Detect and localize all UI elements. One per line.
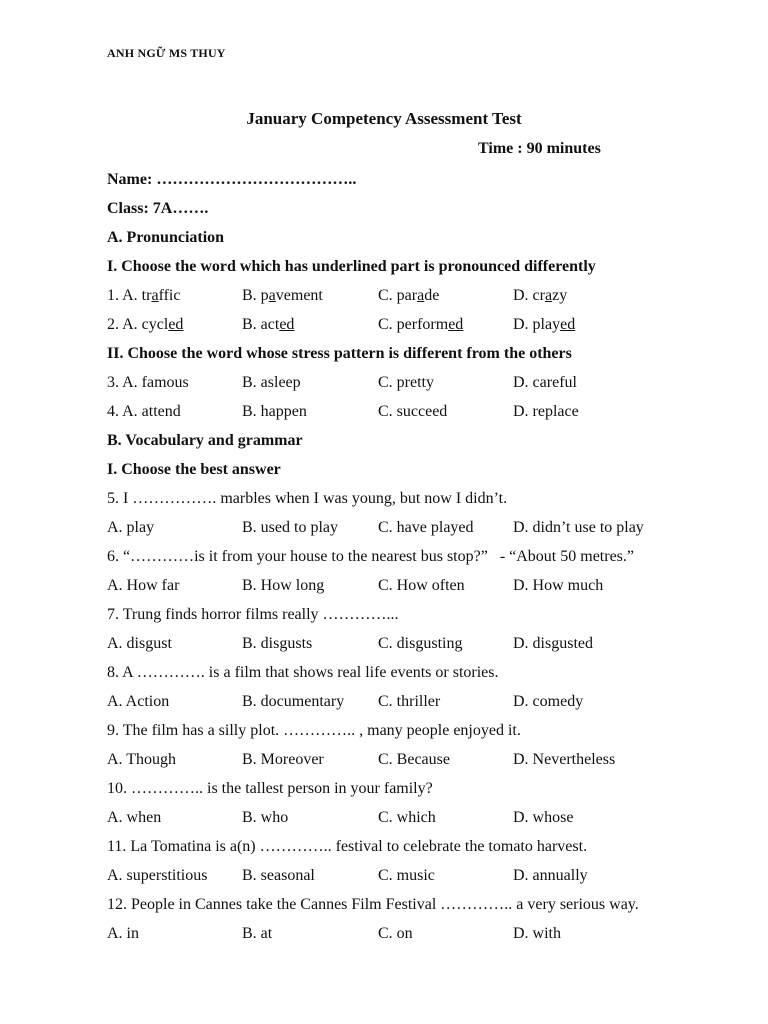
option-d: D. with: [513, 925, 561, 942]
school-header: ANH NGỮ MS THUY: [107, 46, 226, 60]
option-a: 1. A. traffic: [107, 287, 181, 304]
page-title: January Competency Assessment Test: [246, 109, 522, 128]
option-d: D. disgusted: [513, 635, 593, 652]
name-field: Name: ………………………………..: [107, 171, 357, 188]
class-field: Class: 7A…….: [107, 200, 209, 217]
option-b: B. documentary: [242, 693, 345, 710]
question-8-stem: 8. A …………. is a film that shows real life events or stories.: [107, 664, 499, 681]
option-b: B. asleep: [242, 374, 301, 391]
option-b: B. who: [242, 809, 289, 826]
option-b: B. seasonal: [242, 867, 315, 884]
option-c: C. have played: [378, 519, 474, 536]
option-c: C. pretty: [378, 374, 434, 391]
option-b: B. disgusts: [242, 635, 313, 652]
option-c: C. performed: [378, 316, 464, 333]
option-d: D. annually: [513, 867, 588, 884]
option-d: D. Nevertheless: [513, 751, 616, 768]
option-b: B. at: [242, 925, 273, 942]
option-a: A. play: [107, 519, 155, 536]
pronunciation-instructions: I. Choose the word which has underlined part is pronounced differently: [107, 258, 596, 275]
option-b: B. How long: [242, 577, 325, 594]
option-a: A. disgust: [107, 635, 172, 652]
option-b: B. Moreover: [242, 751, 324, 768]
best-answer-instructions: I. Choose the best answer: [107, 461, 281, 478]
option-d: D. How much: [513, 577, 604, 594]
option-c: C. on: [378, 925, 413, 942]
option-a: A. Though: [107, 751, 177, 768]
question-9-stem: 9. The film has a silly plot. ………….. , many people enjoyed it.: [107, 722, 521, 739]
option-a: A. How far: [107, 577, 180, 594]
option-b: B. used to play: [242, 519, 338, 536]
question-5-stem: 5. I ……………. marbles when I was young, but now I didn’t.: [107, 490, 508, 507]
time-limit: Time : 90 minutes: [478, 140, 601, 157]
option-d: D. careful: [513, 374, 577, 391]
option-a: 2. A. cycled: [107, 316, 184, 333]
question-7-stem: 7. Trung finds horror films really …………...: [107, 606, 399, 623]
option-a: A. Action: [107, 693, 170, 710]
question-11-stem: 11. La Tomatina is a(n) ………….. festival to celebrate the tomato harvest.: [107, 838, 588, 855]
option-d: D. comedy: [513, 693, 584, 710]
section-b-heading: B. Vocabulary and grammar: [107, 432, 303, 449]
option-d: D. didn’t use to play: [513, 519, 644, 536]
option-c: C. How often: [378, 577, 465, 594]
stress-instructions: II. Choose the word whose stress pattern is different from the others: [107, 345, 572, 362]
option-a: 3. A. famous: [107, 374, 189, 391]
option-a: A. in: [107, 925, 139, 942]
option-c: C. which: [378, 809, 436, 826]
option-b: B. acted: [242, 316, 295, 333]
option-b: B. happen: [242, 403, 307, 420]
option-a: 4. A. attend: [107, 403, 181, 420]
option-d: D. played: [513, 316, 576, 333]
option-c: C. Because: [378, 751, 450, 768]
option-c: C. succeed: [378, 403, 448, 420]
option-c: C. thriller: [378, 693, 441, 710]
question-6-stem: 6. “…………is it from your house to the nearest bus stop?” - “About 50 metres.”: [107, 548, 634, 565]
option-b: B. pavement: [242, 287, 323, 304]
option-a: A. when: [107, 809, 162, 826]
option-d: D. whose: [513, 809, 574, 826]
option-c: C. music: [378, 867, 435, 884]
option-d: D. crazy: [513, 287, 568, 304]
option-d: D. replace: [513, 403, 579, 420]
section-a-heading: A. Pronunciation: [107, 229, 225, 246]
question-10-stem: 10. ………….. is the tallest person in your family?: [107, 780, 433, 797]
option-a: A. superstitious: [107, 867, 208, 884]
option-c: C. parade: [378, 287, 440, 304]
question-12-stem: 12. People in Cannes take the Cannes Film Festival ………….. a very serious way.: [107, 896, 639, 913]
option-c: C. disgusting: [378, 635, 463, 652]
